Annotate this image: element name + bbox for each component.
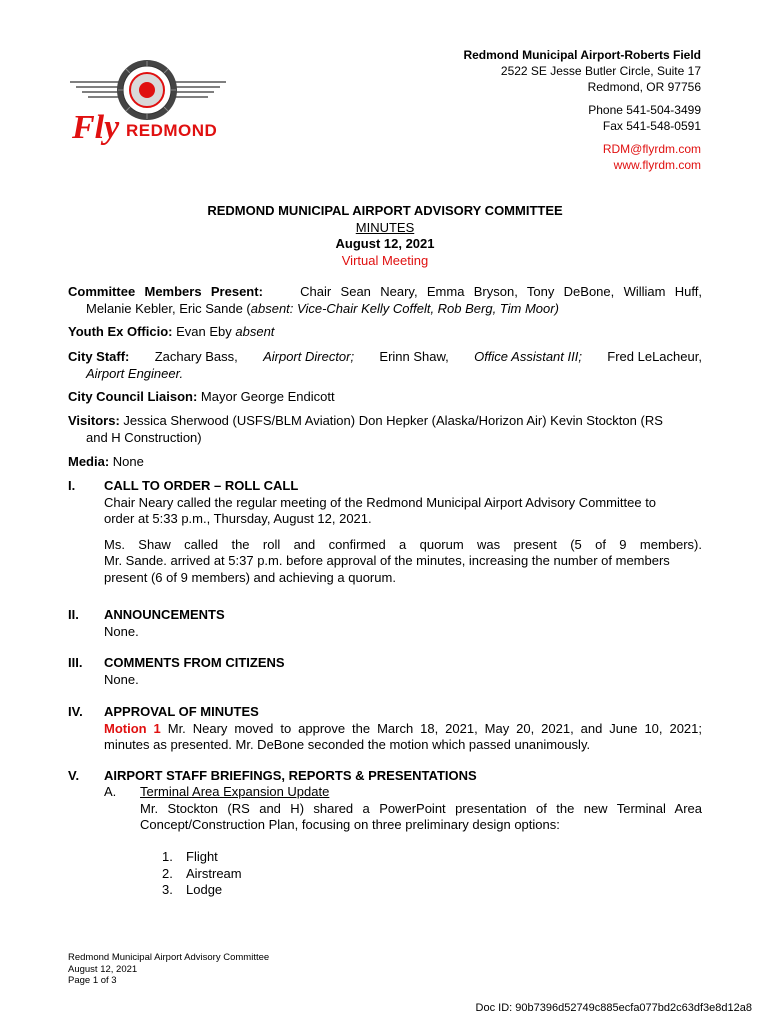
staff-role-1: Airport Director; — [263, 349, 355, 364]
design-options-list — [162, 849, 242, 899]
city-staff — [68, 349, 702, 382]
section-1-para-1a: Chair Neary called the regular meeting of the Redmond Municipal Airport Advisory Committee to — [104, 494, 657, 510]
minutes-label: MINUTES — [355, 219, 415, 235]
council-liaison — [68, 389, 702, 406]
section-1 — [104, 478, 702, 586]
svg-text:Fly: Fly — [72, 109, 120, 146]
section-3-body: None. — [104, 671, 139, 687]
motion-text-a: Mr. Neary moved to approve the March 18, 2021, May 20, 2021, and June 10, 2021; — [167, 720, 702, 736]
members-list-cont: Melanie Kebler, Eric Sande ( — [86, 300, 251, 316]
logo-graphic — [68, 52, 228, 148]
media-label: Media: — [68, 454, 110, 469]
members-list: Chair Sean Neary, Emma Bryson, Tony DeBone, William Huff, — [300, 284, 702, 299]
youth-absent: absent — [235, 324, 275, 339]
address-line-1: 2522 SE Jesse Butler Circle, Suite 17 — [500, 64, 701, 78]
staff-name-2: Erinn Shaw, — [379, 349, 449, 364]
footer-committee: Redmond Municipal Airport Advisory Committee — [68, 952, 270, 963]
media — [68, 454, 702, 471]
motion-text-b: minutes as presented. Mr. DeBone seconded the motion which passed unanimously. — [104, 737, 591, 752]
org-name: Redmond Municipal Airport-Roberts Field — [463, 48, 701, 62]
staff-name-3: Fred LeLacheur, — [607, 349, 702, 364]
section-5-heading: AIRPORT STAFF BRIEFINGS, REPORTS & PRESENTATIONS — [104, 768, 477, 783]
meeting-type: Virtual Meeting — [341, 252, 429, 268]
contact-block — [301, 47, 701, 173]
section-4 — [104, 704, 702, 754]
doc-id: Doc ID: 90b7396d52749c885ecfa077bd2c63df3e8d12a8 — [475, 1002, 752, 1014]
youth-name: Evan Eby — [176, 324, 232, 339]
meeting-date: August 12, 2021 — [335, 236, 435, 251]
visitors — [68, 413, 702, 446]
subsection-a — [140, 784, 702, 834]
members-absent: absent: Vice-Chair Kelly Coffelt, Rob Berg, Tim Moor) — [250, 300, 559, 316]
staff-name-1: Zachary Bass, — [154, 349, 238, 364]
section-5 — [104, 768, 702, 785]
section-3-heading: COMMENTS FROM CITIZENS — [104, 655, 285, 670]
page-footer — [68, 952, 269, 987]
option-airstream: Airstream — [186, 865, 242, 881]
subsection-a-title: Terminal Area Expansion Update — [140, 784, 330, 799]
section-2-number: II. — [68, 607, 79, 622]
section-2-heading: ANNOUNCEMENTS — [104, 607, 225, 622]
section-4-number: IV. — [68, 704, 83, 719]
section-1-para-2b: Mr. Sande. arrived at 5:37 p.m. before approval of the minutes, increasing the number of members — [104, 553, 670, 568]
svg-text:REDMOND: REDMOND — [126, 121, 218, 140]
committee-title: REDMOND MUNICIPAL AIRPORT ADVISORY COMMITTEE — [207, 203, 563, 218]
email-link[interactable]: RDM@flyrdm.com — [602, 142, 701, 156]
footer-date: August 12, 2021 — [68, 963, 138, 975]
subsection-a-letter: A. — [104, 784, 117, 799]
media-value: None — [112, 454, 144, 469]
list-item: 3. Lodge — [162, 882, 223, 897]
footer-page: Page 1 of 3 — [68, 975, 117, 986]
liaison-name: Mayor George Endicott — [200, 389, 335, 404]
youth-ex-officio — [68, 324, 702, 341]
section-1-heading: CALL TO ORDER – ROLL CALL — [104, 478, 299, 493]
subsection-a-body-a: Mr. Stockton (RS and H) shared a PowerPoint presentation of the new Terminal Area — [140, 800, 702, 816]
motion-label: Motion 1 — [104, 720, 161, 736]
section-1-para-2a: Ms. Shaw called the roll and confirmed a quorum was present (5 of 9 members). — [104, 536, 702, 552]
liaison-label: City Council Liaison: — [68, 389, 198, 404]
members-present — [68, 284, 702, 317]
staff-role-3: Airport Engineer. — [86, 365, 184, 381]
section-1-number: I. — [68, 478, 76, 493]
option-flight: Flight — [186, 849, 218, 864]
section-1-para-2c: present (6 of 9 members) and achieving a quorum. — [104, 569, 396, 585]
visitors-list-cont: and H Construction) — [86, 429, 202, 445]
visitors-label: Visitors: — [68, 413, 120, 428]
staff-label: City Staff: — [68, 349, 130, 364]
visitors-list: Jessica Sherwood (USFS/BLM Aviation) Don Hepker (Alaska/Horizon Air) Kevin Stockton (RS — [123, 413, 663, 428]
fax: Fax 541-548-0591 — [602, 119, 701, 133]
section-1-para-1b: order at 5:33 p.m., Thursday, August 12, 2021. — [104, 511, 372, 526]
phone: Phone 541-504-3499 — [588, 103, 701, 117]
list-item: 1. Flight — [162, 849, 218, 864]
section-3-number: III. — [68, 655, 83, 670]
document-title — [0, 203, 770, 269]
youth-label: Youth Ex Officio: — [68, 324, 173, 339]
section-4-heading: APPROVAL OF MINUTES — [104, 704, 259, 719]
section-2 — [104, 607, 702, 640]
option-lodge: Lodge — [186, 882, 223, 897]
fly-redmond-logo — [68, 52, 228, 148]
subsection-a-body-b: Concept/Construction Plan, focusing on three preliminary design options: — [140, 817, 560, 832]
section-3 — [104, 655, 702, 688]
website-link[interactable]: www.flyrdm.com — [613, 158, 701, 172]
address-line-2: Redmond, OR 97756 — [587, 80, 701, 94]
section-5-number: V. — [68, 768, 80, 783]
list-item: 2. Airstream — [162, 865, 242, 881]
staff-role-2: Office Assistant III; — [474, 349, 582, 364]
section-2-body: None. — [104, 623, 139, 639]
members-label: Committee Members Present: — [68, 284, 263, 299]
